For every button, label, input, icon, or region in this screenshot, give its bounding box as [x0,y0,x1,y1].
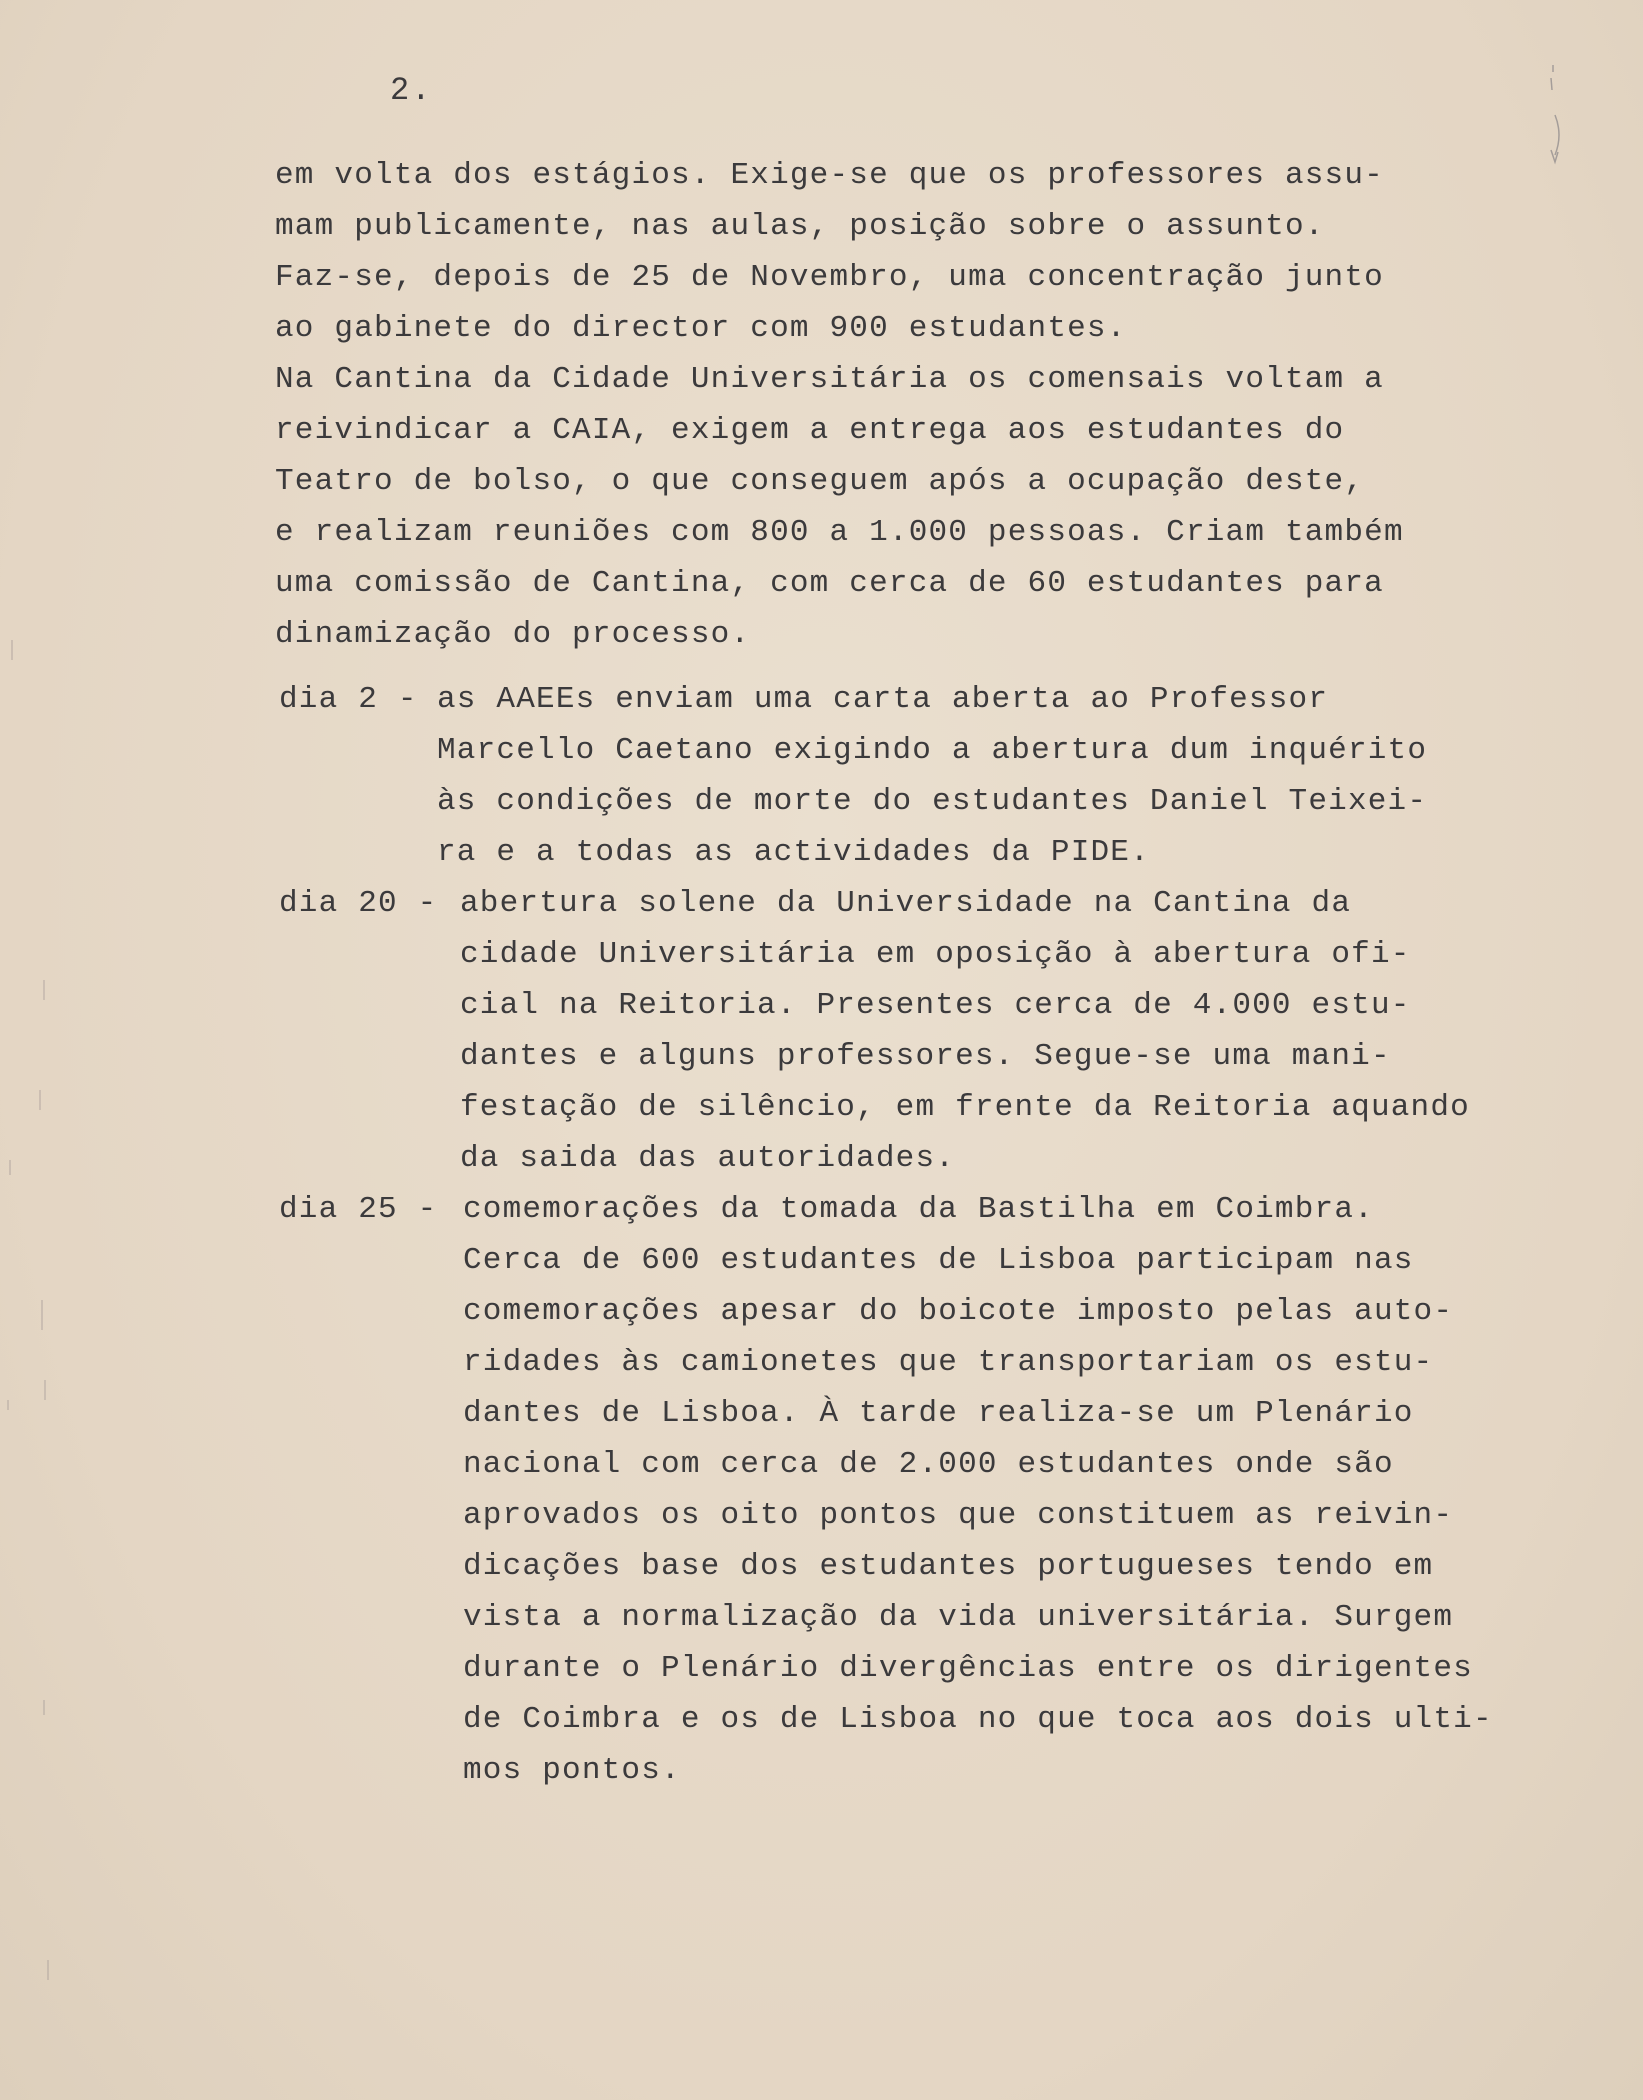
text-line: dinamização do processo. [275,617,751,652]
text-line: ao gabinete do director com 900 estudantes. [275,311,1127,346]
text-line: às condições de morte do estudantes Daniel Teixei- [437,784,1428,819]
left-margin-marks [0,0,60,2100]
page-number: 2. [390,72,433,109]
text-line: da saida das autoridades. [460,1141,956,1176]
text-line: as AAEEs enviam uma carta aberta ao Professor [437,682,1329,717]
text-line: reivindicar a CAIA, exigem a entrega aos estudantes do [275,413,1345,448]
text-line: e realizam reuniões com 800 a 1.000 pessoas. Criam também [275,515,1404,550]
text-line: abertura solene da Universidade na Cantina da [460,886,1352,921]
text-line: Na Cantina da Cidade Universitária os comensais voltam a [275,362,1384,397]
entry-date-label: dia 2 - [279,682,418,717]
entry-date-label: dia 20 - [279,886,438,921]
text-line: Teatro de bolso, o que conseguem após a ocupação deste, [275,464,1365,499]
text-line: cial na Reitoria. Presentes cerca de 4.000 estu- [460,988,1411,1023]
text-line: aprovados os oito pontos que constituem as reivin- [463,1498,1454,1533]
text-line: ridades às camionetes que transportariam os estu- [463,1345,1434,1380]
text-line: durante o Plenário divergências entre os dirigentes [463,1651,1473,1686]
intro-paragraph [275,150,1475,660]
text-line: mam publicamente, nas aulas, posição sobre o assunto. [275,209,1325,244]
text-line: mos pontos. [463,1753,681,1788]
entry-text [463,1184,1493,1796]
body-text [275,150,1493,1796]
text-line: comemorações apesar do boicote imposto pelas auto- [463,1294,1454,1329]
entry-text [437,674,1475,878]
text-line: Faz-se, depois de 25 de Novembro, uma concentração junto [275,260,1384,295]
text-line: nacional com cerca de 2.000 estudantes onde são [463,1447,1394,1482]
text-line: dantes de Lisboa. À tarde realiza-se um Plenário [463,1396,1414,1431]
text-line: vista a normalização da vida universitária. Surgem [463,1600,1454,1635]
entry-dia-25 [275,1184,1493,1796]
text-line: dantes e alguns professores. Segue-se uma mani- [460,1039,1391,1074]
entry-dia-2 [275,674,1475,878]
text-line: uma comissão de Cantina, com cerca de 60 estudantes para [275,566,1384,601]
entry-text [460,878,1475,1184]
entry-date-label: dia 25 - [279,1192,438,1227]
text-line: comemorações da tomada da Bastilha em Coimbra. [463,1192,1374,1227]
text-line: cidade Universitária em oposição à abertura ofi- [460,937,1411,972]
top-right-margin-marks [1543,60,1573,170]
entry-dia-20 [275,878,1475,1184]
text-line: festação de silêncio, em frente da Reitoria aquando [460,1090,1470,1125]
text-line: em volta dos estágios. Exige-se que os professores assu- [275,158,1384,193]
text-line: ra e a todas as actividades da PIDE. [437,835,1150,870]
text-line: Marcello Caetano exigindo a abertura dum inquérito [437,733,1428,768]
text-line: de Coimbra e os de Lisboa no que toca aos dois ulti- [463,1702,1493,1737]
text-line: dicações base dos estudantes portugueses tendo em [463,1549,1434,1584]
text-line: Cerca de 600 estudantes de Lisboa participam nas [463,1243,1414,1278]
